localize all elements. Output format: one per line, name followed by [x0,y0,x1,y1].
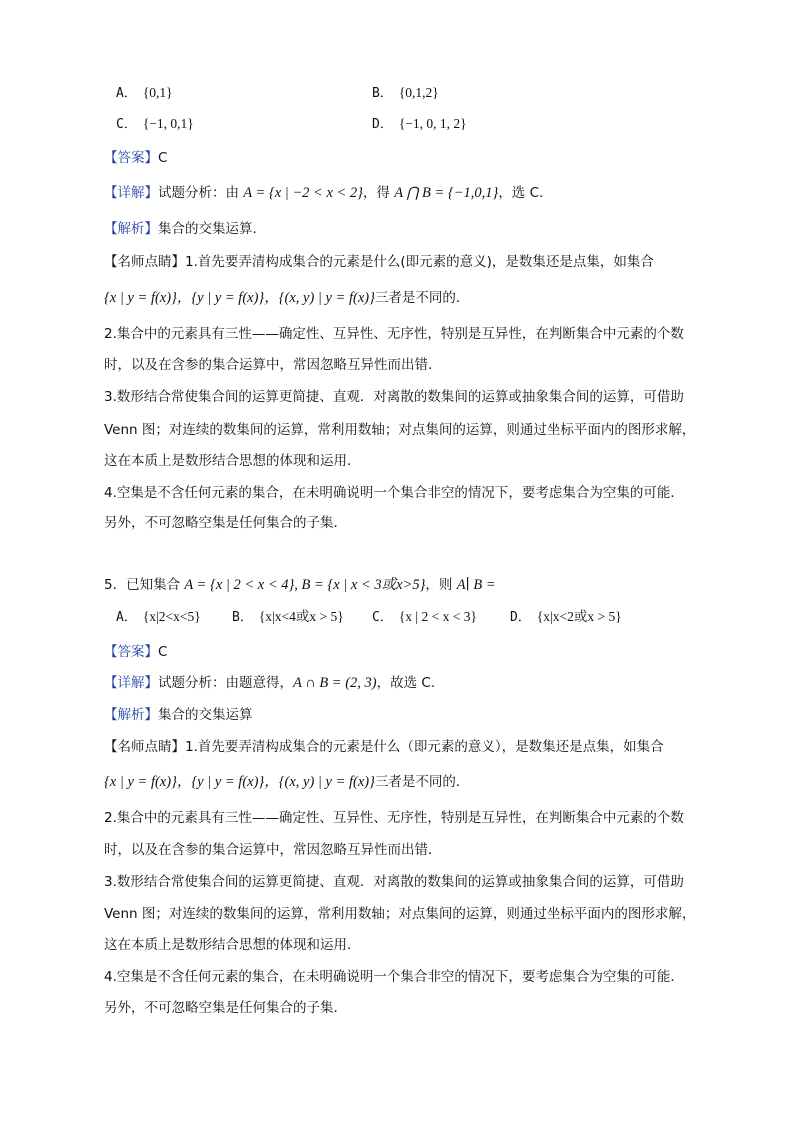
q5-tip-1-formula [104,772,469,792]
option-value: {−1, 0, 1, 2} [398,116,467,131]
answer-value: C [158,644,168,660]
q4-tip-3-end: 这在本质上是数形结合思想的体现和运用． [104,453,361,469]
option-label: B． [372,86,393,101]
stem-text: ，则 [425,577,457,593]
detail-tag: 【详解】 [104,185,158,201]
q4-tip-2: 2.集合中的元素具有三性——确定性、互异性、无序性，特别是互异性，在判断集合中元素的个数 [104,326,684,342]
option-value: {−1, 0,1} [142,116,194,131]
detail-text: ，选 C. [498,185,544,201]
q4-tip-3-cont: Venn 图；对连续的数集间的运算，常利用数轴；对点集间的运算，则通过坐标平面内的图形求解， [104,422,696,438]
q5-tip-4-cont: 另外，不可忽略空集是任何集合的子集． [104,1000,347,1016]
option-label: B． [232,610,253,625]
q5-analysis [104,705,253,725]
stem-text: 已知集合 [126,577,185,593]
detail-formula: A = {x | −2 < x < 2} [243,185,363,201]
q4-tip-3: 3.数形结合常使集合间的运算更简捷、直观．对离散的数集间的运算或抽象集合间的运算，可借助 [104,389,684,405]
detail-text: 试题分析：由 [158,185,244,201]
q4-tip-2-cont: 时，以及在含参的集合运算中，常因忽略互异性而出错． [104,357,442,373]
analysis-text: 集合的交集运算 [158,707,253,723]
q5-answer [104,642,167,662]
detail-text: ，故选 C. [376,675,436,691]
q5-option-a [116,607,201,628]
analysis-tag: 【解析】 [104,707,158,723]
q4-analysis [104,219,257,239]
q5-tip-3-end: 这在本质上是数形结合思想的体现和运用． [104,937,361,953]
option-value: {0,1} [142,85,173,100]
q5-tip-4: 4.空集是不含任何元素的集合，在未明确说明一个集合非空的情况下，要考虑集合为空集的可能． [104,969,684,985]
tip-formula: {x | y = f(x)}，{y | y = f(x)}，{(x, y) | y = f(x)} [104,774,375,790]
option-label: C． [372,610,393,625]
tip-tag: 【名师点睛】 [104,739,185,755]
answer-value: C [158,150,168,166]
q5-option-c [372,607,477,628]
tip-formula: {x | y = f(x)}，{y | y = f(x)}，{(x, y) | y = f(x)} [104,290,375,306]
tip-text: 三者是不同的． [374,774,470,790]
option-value: {x|x<4或x > 5} [258,609,344,624]
tip-text: 三者是不同的． [374,290,470,306]
q4-option-b [372,83,439,104]
q4-answer [104,148,167,168]
option-value: {0,1,2} [398,85,439,100]
q5-tip-1 [104,737,664,757]
q4-option-c [116,114,194,135]
q5-stem [104,575,496,595]
q4-option-d [372,114,467,135]
answer-tag: 【答案】 [104,644,158,660]
q5-option-d [510,607,622,628]
q4-detail [104,183,543,203]
analysis-text: 集合的交集运算. [158,221,257,237]
q5-option-b [232,607,344,628]
detail-tag: 【详解】 [104,675,158,691]
q5-detail [104,673,435,693]
answer-tag: 【答案】 [104,150,158,166]
q5-tip-2-cont: 时，以及在含参的集合运算中，常因忽略互异性而出错． [104,842,442,858]
q4-tip-4-cont: 另外，不可忽略空集是任何集合的子集． [104,515,347,531]
option-label: A． [116,86,137,101]
option-label: C． [116,117,137,132]
detail-formula: A ⋂ B = {−1,0,1} [394,185,499,201]
q5-tip-3: 3.数形结合常使集合间的运算更简捷、直观．对离散的数集间的运算或抽象集合间的运算，可借助 [104,874,684,890]
question-number: 5． [104,577,127,593]
q5-tip-3-cont: Venn 图；对连续的数集间的运算，常利用数轴；对点集间的运算，则通过坐标平面内的图形求解， [104,906,696,922]
detail-formula: A ∩ B = (2, 3) [293,675,377,691]
tip-text: 1.首先要弄清构成集合的元素是什么（即元素的意义），是数集还是点集，如集合 [185,739,664,755]
detail-text: ，得 [363,185,395,201]
stem-formula: A∣ B = [456,577,496,593]
option-value: {x | 2 < x < 3} [398,609,477,624]
q4-tip-1 [104,252,654,272]
detail-text: 试题分析：由题意得， [158,675,293,691]
option-label: A． [116,610,137,625]
option-label: D． [510,610,531,625]
option-value: {x|x<2或x > 5} [536,609,622,624]
stem-formula: A = {x | 2 < x < 4}, B = {x | x < 3或x>5} [184,577,426,593]
option-value: {x|2<x<5} [142,609,201,624]
option-label: D． [372,117,393,132]
q5-tip-2: 2.集合中的元素具有三性——确定性、互异性、无序性，特别是互异性，在判断集合中元素的个数 [104,810,684,826]
q4-tip-1-formula [104,288,469,308]
analysis-tag: 【解析】 [104,221,158,237]
tip-tag: 【名师点睛】 [104,254,185,270]
tip-text: 1.首先要弄清构成集合的元素是什么(即元素的意义)，是数集还是点集，如集合 [185,254,654,270]
q4-tip-4: 4.空集是不含任何元素的集合，在未明确说明一个集合非空的情况下，要考虑集合为空集的可能． [104,485,684,501]
q4-option-a [116,83,173,104]
